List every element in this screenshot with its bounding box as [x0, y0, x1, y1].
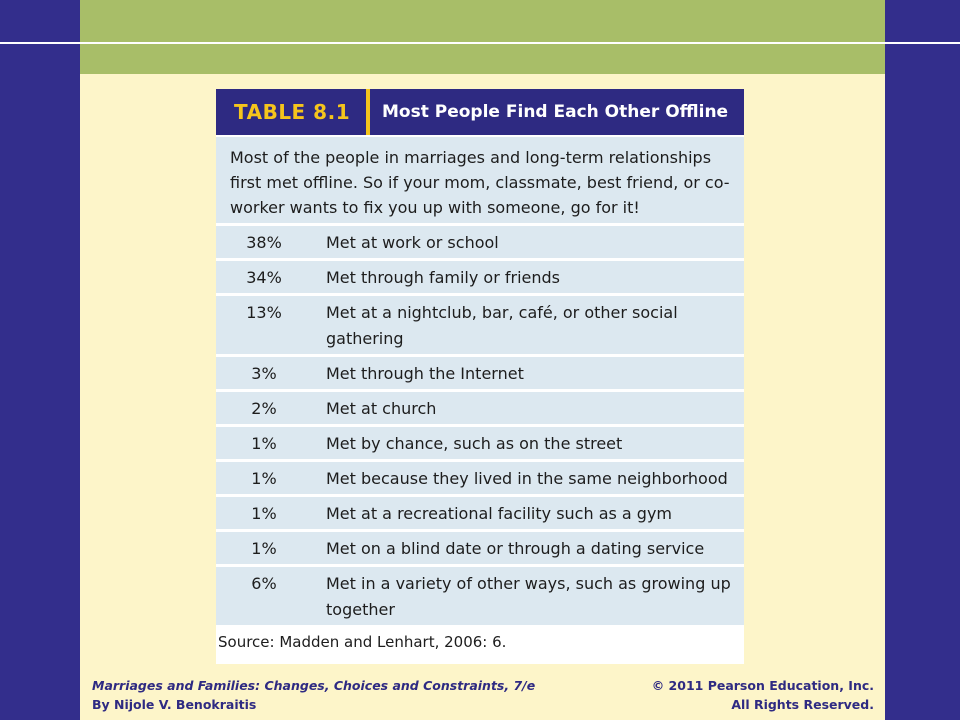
row-description: Met through the Internet — [326, 364, 524, 383]
table-rows — [216, 226, 744, 625]
top-band — [80, 0, 885, 74]
table-number: TABLE 8.1 — [234, 100, 351, 124]
author-line: By Nijole V. Benokraitis — [92, 697, 257, 712]
rights-line: All Rights Reserved. — [731, 697, 874, 712]
row-percent: 38% — [246, 233, 282, 252]
data-table — [216, 89, 744, 664]
row-description: Met because they lived in the same neighborhood — [326, 469, 728, 488]
footer-right — [640, 676, 874, 714]
row-description: Met at a recreational facility such as a gym — [326, 504, 673, 523]
table-row — [216, 427, 744, 459]
table-row — [216, 567, 744, 625]
row-description: Met through family or friends — [326, 268, 561, 287]
row-percent: 1% — [251, 504, 277, 523]
table-row — [216, 497, 744, 529]
table-row — [216, 296, 744, 354]
top-rule — [0, 42, 960, 44]
row-percent: 34% — [246, 268, 282, 287]
row-percent: 1% — [251, 469, 277, 488]
table-intro: Most of the people in marriages and long-term relationships first met offline. So if your mom, classmate, best friend, or co-worker wants to fix you up with someone, go for it! — [216, 137, 744, 223]
left-side-bar — [0, 0, 80, 720]
row-percent: 2% — [251, 399, 277, 418]
right-side-bar — [885, 0, 960, 720]
table-row — [216, 462, 744, 494]
table-header — [216, 89, 744, 135]
table-title: Most People Find Each Other Offline — [382, 102, 729, 122]
table-row — [216, 226, 744, 258]
row-description: Met in a variety of other ways, such as growing up together — [326, 574, 731, 619]
row-description: Met by chance, such as on the street — [326, 434, 623, 453]
row-percent: 13% — [246, 303, 282, 322]
row-description: Met on a blind date or through a dating service — [326, 539, 705, 558]
book-title: Marriages and Families: Changes, Choices and Constraints, 7/e — [92, 678, 536, 693]
header-divider — [366, 89, 370, 135]
row-percent: 3% — [251, 364, 277, 383]
row-description: Met at church — [326, 399, 437, 418]
table-row — [216, 261, 744, 293]
row-percent: 1% — [251, 434, 277, 453]
copyright-line: © 2011 Pearson Education, Inc. — [651, 678, 874, 693]
table-row — [216, 532, 744, 564]
table-source: Source: Madden and Lenhart, 2006: 6. — [218, 633, 507, 651]
row-description: Met at work or school — [326, 233, 499, 252]
table-row — [216, 357, 744, 389]
row-percent: 1% — [251, 539, 277, 558]
table-row — [216, 392, 744, 424]
row-description: Met at a nightclub, bar, café, or other social gathering — [326, 303, 678, 348]
row-percent: 6% — [251, 574, 277, 593]
footer-left — [92, 676, 535, 714]
